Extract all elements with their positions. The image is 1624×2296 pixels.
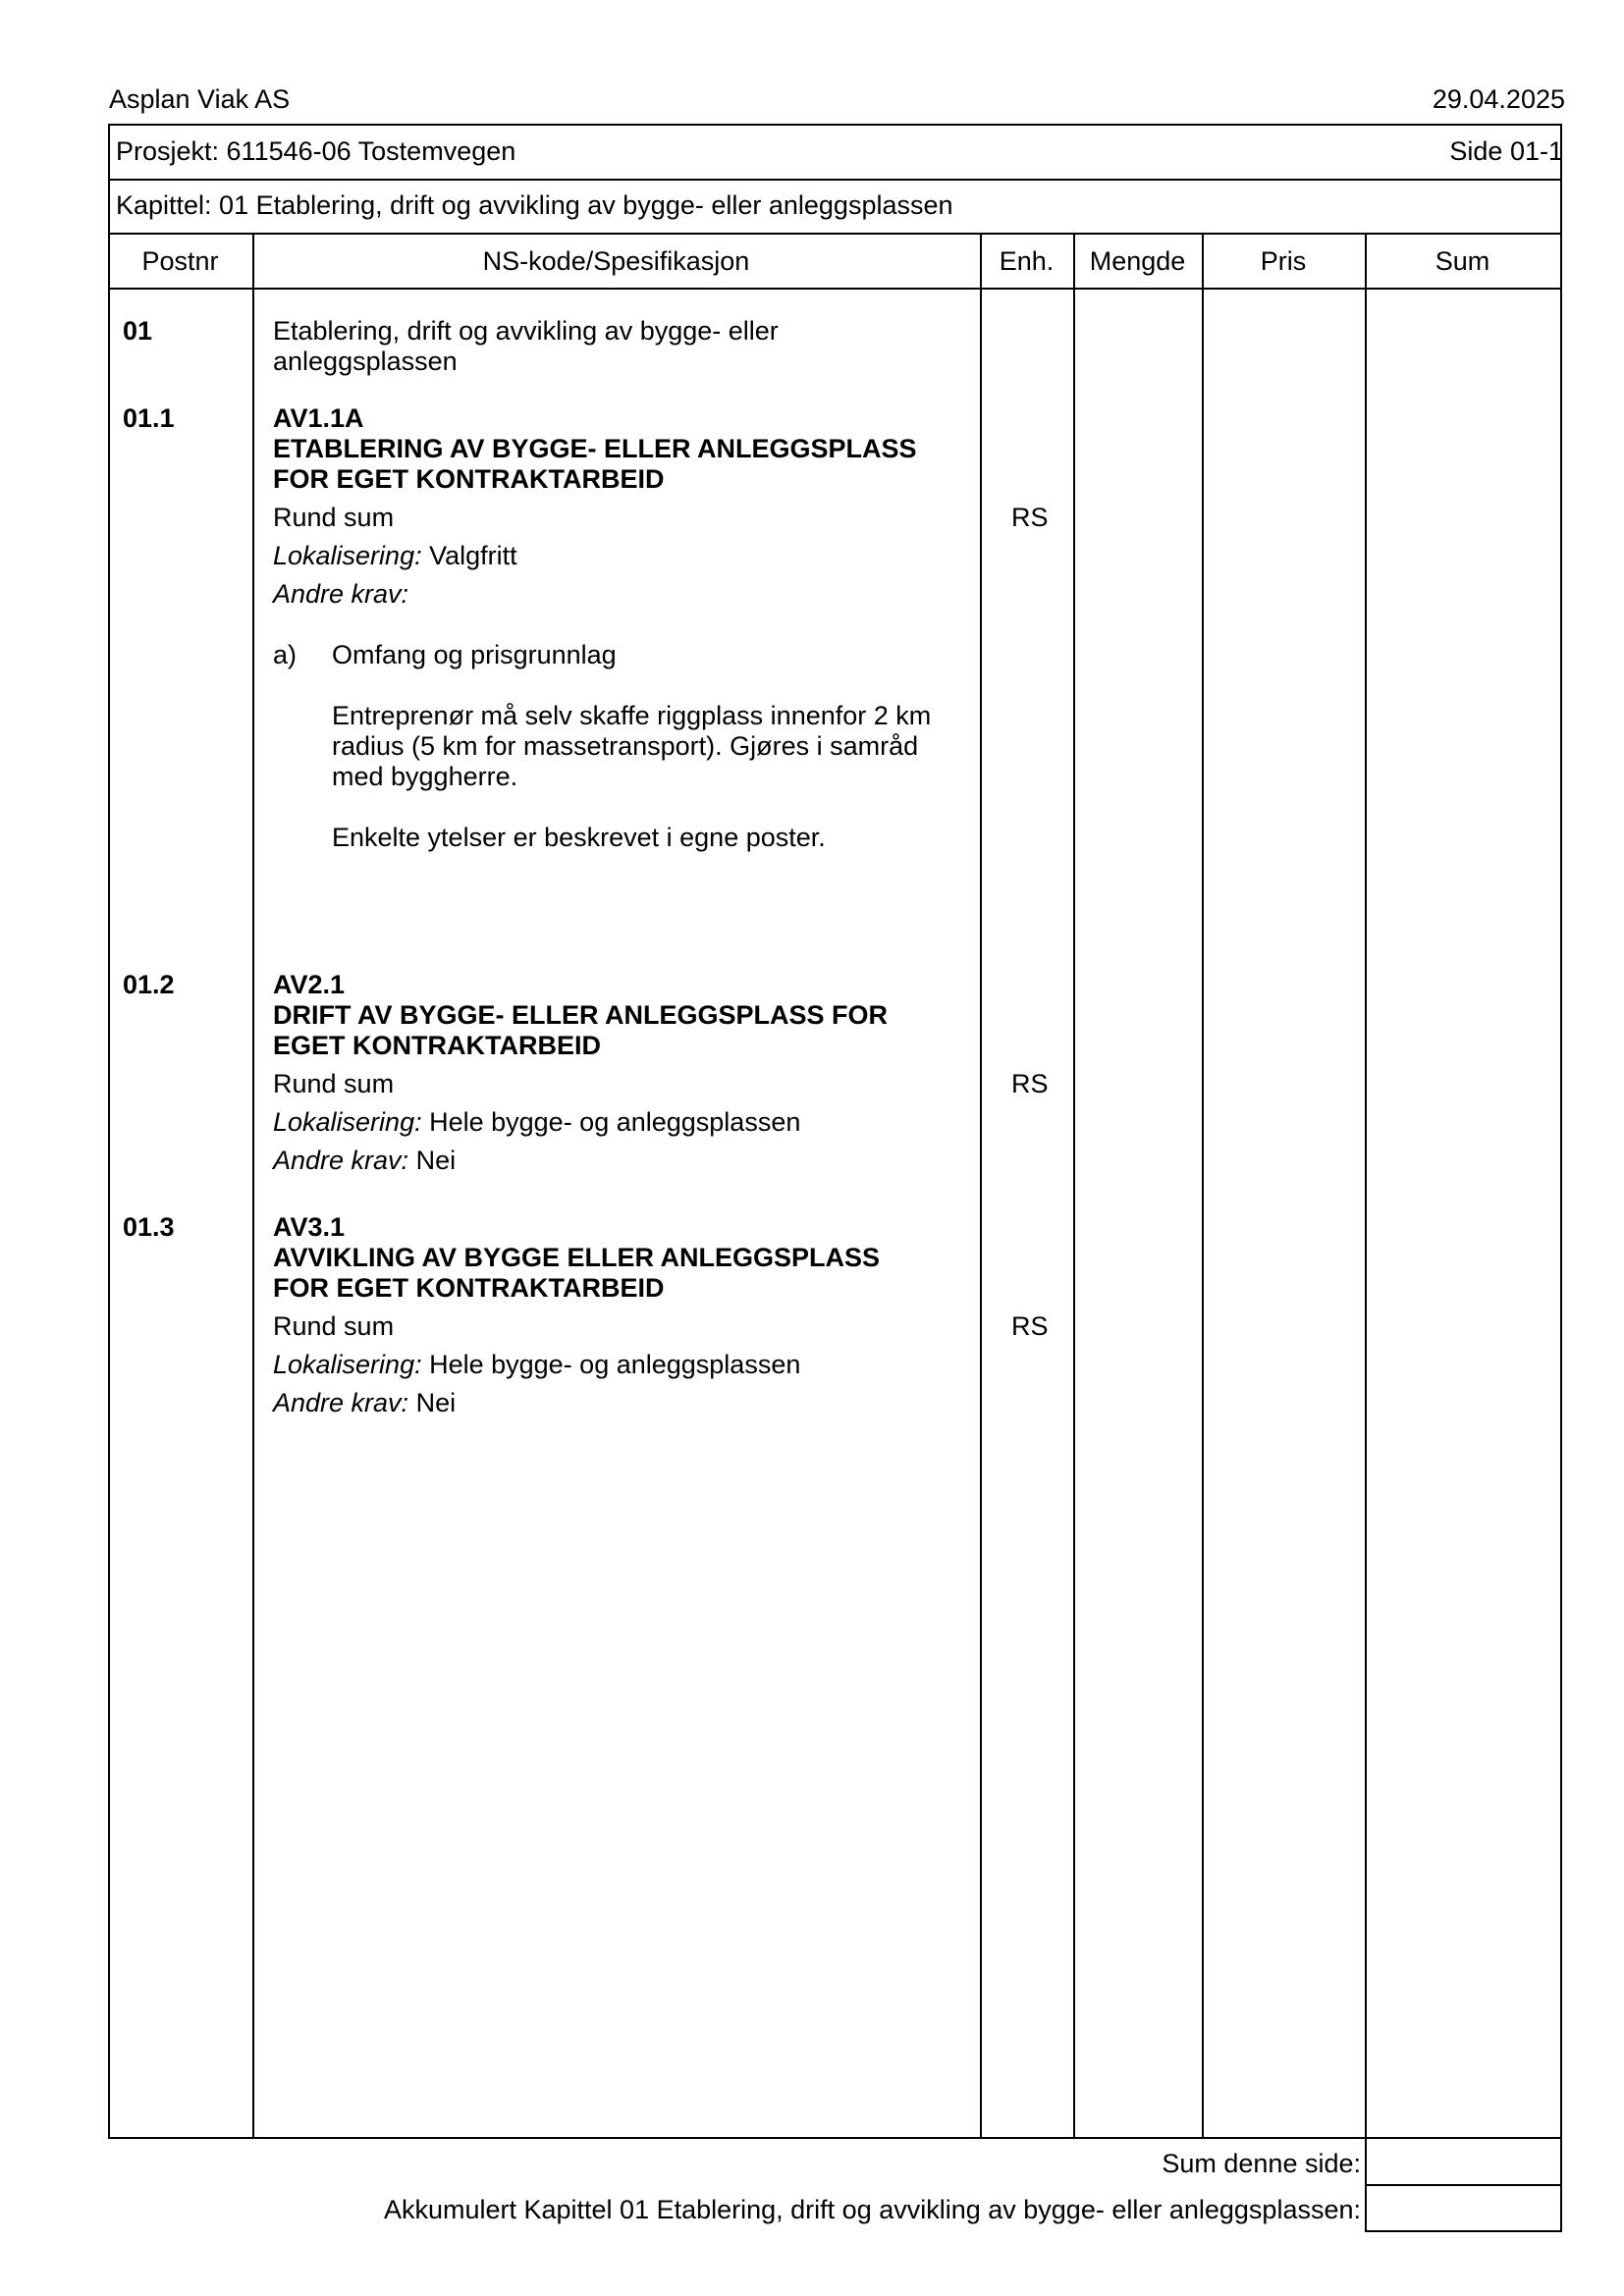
requirements-label: Andre krav:	[273, 579, 409, 609]
paragraph-line2: radius (5 km for massetransport). Gjøres i samråd	[332, 731, 919, 761]
requirements-value: Nei	[408, 1388, 457, 1417]
item-spec	[273, 1212, 980, 1304]
localisation-label: Lokalisering:	[273, 1350, 422, 1379]
item-code: AV2.1	[273, 970, 346, 999]
accumulated-value	[1367, 2186, 1560, 2230]
item-title-line1: ETABLERING AV BYGGE- ELLER ANLEGGSPLASS	[273, 434, 917, 463]
item-postnr: 01.2	[123, 970, 175, 999]
company-name: Asplan Viak AS	[109, 84, 291, 114]
item-localisation	[273, 1107, 800, 1138]
item-postnr: 01.3	[123, 1212, 175, 1242]
item-unit: RS	[1011, 503, 1049, 532]
requirements-value: Nei	[408, 1146, 457, 1175]
item-amount: Rund sum	[273, 1311, 395, 1341]
page-number: Side 01-1	[1449, 136, 1563, 166]
sub-item-paragraph	[332, 701, 931, 792]
item-requirements	[273, 1146, 456, 1176]
localisation-label: Lokalisering:	[273, 541, 422, 570]
item-title-line2: FOR EGET KONTRAKTARBEID	[273, 1273, 665, 1303]
localisation-value: Hele bygge- og anleggsplassen	[421, 1350, 801, 1379]
item-title-line1: AVVIKLING AV BYGGE ELLER ANLEGGSPLASS	[273, 1243, 881, 1272]
accumulated-label: Akkumulert Kapittel 01 Etablering, drift og avvikling av bygge- eller anleggsplassen:	[383, 2195, 1361, 2224]
item-unit: RS	[1011, 1311, 1049, 1341]
localisation-value: Hele bygge- og anleggsplassen	[421, 1107, 801, 1137]
col-header-sum: Sum	[1435, 246, 1490, 276]
item-requirements	[273, 1388, 456, 1418]
chapter-title: Kapittel: 01 Etablering, drift og avvikling av bygge- eller anleggsplassen	[116, 190, 953, 220]
item-title-line2: FOR EGET KONTRAKTARBEID	[273, 464, 665, 494]
item-title-line2: EGET KONTRAKTARBEID	[273, 1031, 601, 1060]
localisation-label: Lokalisering:	[273, 1107, 422, 1137]
localisation-value: Valgfritt	[421, 541, 517, 570]
item-unit: RS	[1011, 1069, 1049, 1098]
item-title-line1: DRIFT AV BYGGE- ELLER ANLEGGSPLASS FOR	[273, 1000, 889, 1030]
col-header-price: Pris	[1260, 246, 1307, 276]
page-sum-label: Sum denne side:	[1162, 2149, 1361, 2178]
sub-item-title: Omfang og prisgrunnlag	[332, 640, 617, 669]
item-postnr: 01.1	[123, 403, 175, 433]
paragraph-line1: Entreprenør må selv skaffe riggplass innenfor 2 km	[332, 701, 932, 730]
requirements-label: Andre krav:	[273, 1388, 409, 1417]
sub-item-marker: a)	[273, 640, 298, 669]
item-amount: Rund sum	[273, 503, 395, 532]
chapter-row-title	[273, 316, 980, 377]
col-header-spec: NS-kode/Spesifikasjon	[482, 246, 750, 276]
item-localisation	[273, 541, 517, 571]
project-label: Prosjekt: 611546-06 Tostemvegen	[116, 136, 516, 166]
sub-item-paragraph-2: Enkelte ytelser er beskrevet i egne poster.	[332, 823, 826, 852]
chapter-row-title-line1: Etablering, drift og avvikling av bygge- eller	[273, 316, 779, 346]
item-spec	[273, 403, 980, 495]
requirements-label: Andre krav:	[273, 1146, 409, 1175]
document-date: 29.04.2025	[1432, 84, 1565, 114]
page-sum-value	[1367, 2139, 1560, 2184]
item-localisation	[273, 1350, 800, 1380]
chapter-row-title-line2: anleggsplassen	[273, 347, 458, 376]
paragraph-line3: med byggherre.	[332, 762, 518, 791]
col-header-postnr: Postnr	[141, 246, 219, 276]
item-requirements	[273, 579, 408, 610]
col-header-unit: Enh.	[999, 246, 1055, 276]
item-amount: Rund sum	[273, 1069, 395, 1098]
item-code: AV3.1	[273, 1212, 346, 1242]
col-header-qty: Mengde	[1089, 246, 1186, 276]
item-code: AV1.1A	[273, 403, 364, 433]
item-spec	[273, 970, 980, 1061]
chapter-postnr: 01	[123, 316, 153, 346]
